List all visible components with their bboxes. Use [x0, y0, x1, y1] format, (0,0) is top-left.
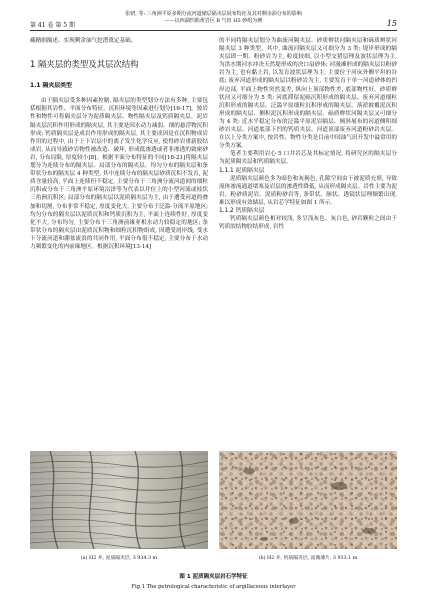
left-column: [30, 37, 208, 251]
core-photo-calcareous: [219, 451, 397, 549]
core-photo-mudstone-image: [30, 451, 208, 549]
figure-caption-en: Fig.1 The petrological characteristic of argillaceous interlayer: [131, 584, 296, 590]
header-authors-line1: 张研, 等: 三角洲平原多期分流河道储层隔夹层展布特征及其对剩余油分布的影响: [125, 11, 302, 17]
page-number: 15: [386, 19, 397, 28]
subsubsection-heading-calc: 1.1.2 钙质隔夹层: [219, 207, 265, 214]
body-paragraph: 笔者主要利用岩心 5 口井岩芯及其标定情况, 将研究区的隔夹层分为泥质隔夹层和钙质隔夹层。: [219, 151, 397, 166]
issue-label: 第 41 卷 第 5 期: [30, 22, 75, 29]
subcaption-b: (b) H2 井, 钙质隔夹层, 富微薄片, 3 933.1 m: [258, 556, 358, 561]
body-paragraph: 钙质隔夹层颜色相对较浅, 多呈浅灰色、灰白色, 砂岩颗粒之间由于钙质胶结物胶结形成, 岩性: [219, 216, 397, 231]
body-paragraph: 泥质隔夹层颜色多为暗色和灰褐色, 孔隙空间由于被泥质充填, 导致流体渗流通道堵塞及岩层的渗透性降低, 从而形成隔夹层。岩性主要为泥岩、粉砂质泥岩、泥质粉砂岩等, 条带状、脉状、透镜状层理频繁出现, 难以形成有效储层, 从岩芯学特征如图 1 所示。: [219, 175, 397, 206]
figure-caption-zh: 图 1 泥质隔夹层岩石学特征: [179, 574, 248, 580]
body-paragraph: 由于隔夹层受多种因素控制, 隔夹层的类型划分方法有多种, 主要包括根据其岩性、平面分布特征、沉积环境等因素进行划分[16-17]。按岩性和物性可将隔夹层分为泥质隔夹层、物性隔夹层及钙质隔夹层。泥岩隔夹层沉积作用形成的隔夹层, 其主要是因水动力减弱、细的悬浮物沉积形成; 钙质隔夹层是成岩作用形成的隔夹层, 其主要成因是在沉积物成岩作用的过程中, 由于上下岩层中的离子发生化学反应, 使得砂岩重新胶结成岩, 从而导致砂岩物性被改造、破坏, 形成低渗透或者非渗透的致密砂岩, 分布局限, 厚度较小[8]。根据平面分布特征的不同[18-21]将隔夹层划分为连续分布的隔夹层、局部分布的隔夹层、均匀分布的隔夹层和条带状分布的隔夹层 4 种类型, 其中连续分布的隔夹层砂质沉积不发育, 泥质含量较高, 平面上连续但不稳定, 主要分布于三角洲分流河道间的细粒沉积或分布于三角洲平原环境沼泽等为代表以井位上的小型河流或枝状三角洲沉积区; 局部分布的隔夹层以泥质隔夹层为主, 由于遭受河道的叠加和切割, 分布非常不稳定, 厚度变化大, 主要分布于泛滥-分流平原地区; 均匀分布的隔夹层以泥质沉积和钙质沉积为主, 平面上连续性好, 厚度变化不大, 分布均匀, 主要分布于三角洲前缘亚相水动力较稳定的地区; 条带状分布的隔夹层由泥质沉积物和细粒沉积物组成, 因遭受屑岸线, 受水下分流河道和潮盆流浪的共同作用, 平面分布很不稳定, 主要分布于水动力频繁变化的内前缘地区。根据沉积环境[13-14]: [30, 98, 208, 250]
intro-text: 藏精细描述、实现剩余油气挖潜奠定基础。: [30, 38, 137, 44]
right-column: [219, 37, 397, 231]
core-photo-mudstone: [30, 451, 208, 549]
section-heading: 1 隔夹层的类型及其层次结构: [30, 59, 139, 70]
body-paragraph: 的不同将隔夹层划分为曲流河隔夹层、砂质辫状河隔夹层和砾质辫状河隔夹层 3 种类型。其中, 曲流河隔夹层又可细分为 3 类: 堤岸形成的隔夹层即一期、粉砂岩为主, 粒度较细, 以小型交错层理及波状层理为主, 为洪水期河水冲决天然堤形成的决口扇砂体; 河漫滩形成的隔夹层以粉砂岩为主, 也有黏土岩, 以发育波状层理为主, 主要位于河床外侧平坦的谷底; 废弃河道形成的隔夹层以粉砂岩为主, 主要发育于单一河道砂体的凹岸边部, 平面上物性突然变差, 纵向上顶部物性差, 底部物性好。砂质辫状河又可细分为 5 类: 河底滞留泥砾沉积形成的隔夹层、废弃河道细粒沉积形成的隔夹层、泛滥平原细粒沉积形成的隔夹层、落淤披覆泥沉积形成的隔夹层、侧积泥沉积形成的隔夹层。砾质辫状河隔夹层又可细分为 4 类: 近水平稳定分布的泛滥平原泥岩隔层、倾斜展布的河道侧积细砂岩夹层、河道底部下凹的钙质夹层、河道顶部废弃河道粉砂岩夹层。在以上分类方案中, 按岩性、物性分类是目前中国油气田开发中最常用的分类方案。: [219, 38, 397, 150]
core-photo-calcareous-image: [219, 451, 397, 549]
header-rule: [30, 30, 397, 31]
subsubsection-heading-mud: 1.1.1 泥质隔夹层: [219, 167, 265, 174]
header-authors-line2: ——以西湖凹陷黄岩区 B 气田 H5 砂组为例: [164, 17, 263, 24]
subcaption-a: (a) H2 井, 泥质隔夹层, 3 934.3 m: [80, 556, 158, 561]
figure-1: [30, 451, 397, 569]
subsection-heading: 1.1 隔夹层类型: [30, 83, 72, 90]
